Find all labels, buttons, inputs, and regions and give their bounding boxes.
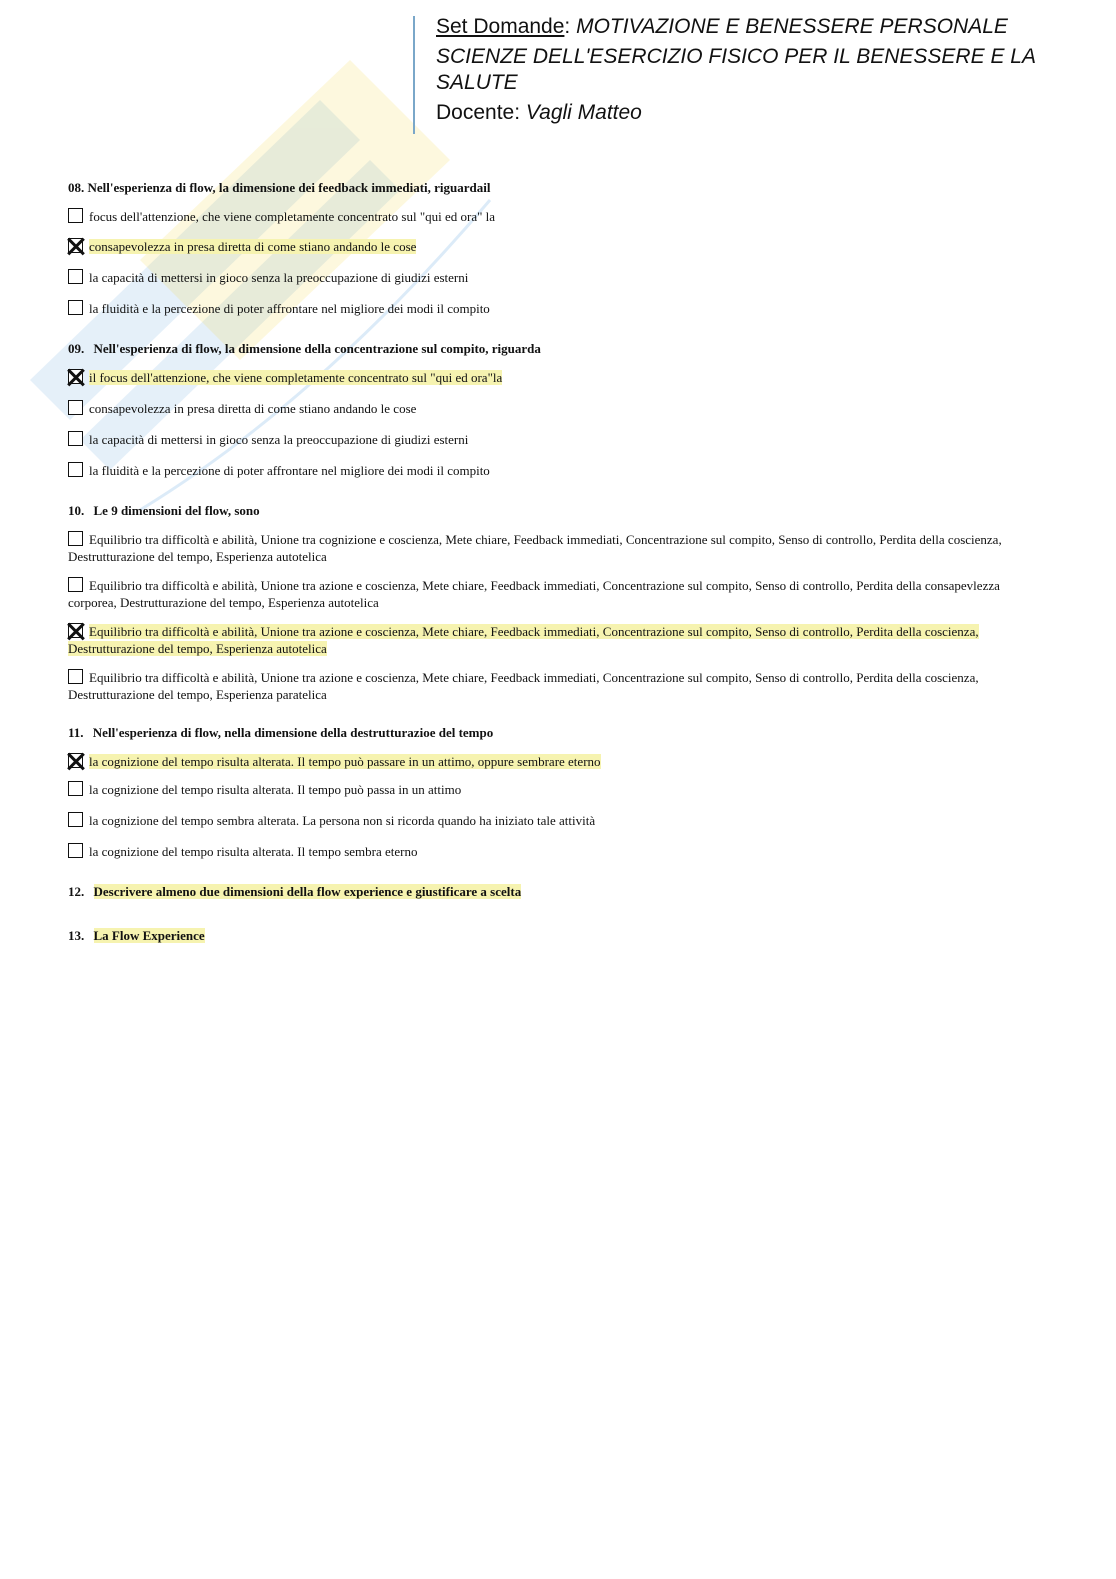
question-13 [68,926,1038,946]
questions-list [68,178,1038,966]
answer-option[interactable] [68,208,1038,225]
option-text: Equilibrio tra difficoltà e abilità, Unione tra azione e coscienza, Mete chiare, Feedback immediati, Concentrazione sul compito, Senso di controllo, Perdita della consapevlezza corporea, Destrutturazione del tempo, Esperienza autotelica [68,578,1000,610]
option-text: la cognizione del tempo risulta alterata. Il tempo può passa in un attimo [89,782,462,797]
set-separator: : [564,15,571,38]
option-text: la capacità di mettersi in gioco senza la preoccupazione di giudizi esterni [89,432,469,447]
set-title: MOTIVAZIONE E BENESSERE PERSONALE [576,15,1008,38]
set-title-row [436,14,1076,40]
header-divider [413,16,415,134]
docente-label: Docente [436,101,515,124]
option-text: la capacità di mettersi in gioco senza la preoccupazione di giudizi esterni [89,270,469,285]
option-text: Equilibrio tra difficoltà e abilità, Unione tra cognizione e coscienza, Mete chiare, Feedback immediati, Concentrazione sul compito, Senso di controllo, Perdita della coscienza, Destrutturazione del tempo, Esperienza autotelica [68,532,1002,564]
question-text: Descrivere almeno due dimensioni della flow experience e giustificare a scelta [93,884,522,899]
answer-option[interactable] [68,843,1038,860]
answer-option[interactable] [68,577,1038,611]
document-header [436,14,1076,126]
option-text: la cognizione del tempo risulta alterata. Il tempo può passare in un attimo, oppure sembrare eterno [89,754,601,769]
checkbox[interactable] [68,577,83,592]
answer-option[interactable] [68,400,1038,417]
answer-option[interactable] [68,300,1038,317]
docente-name: Vagli Matteo [525,101,642,124]
checkbox[interactable] [68,462,83,477]
question-title [68,501,1038,521]
checkbox[interactable] [68,669,83,684]
option-text: la fluidità e la percezione di poter affrontare nel migliore dei modi il compito [89,301,490,316]
answer-option[interactable] [68,669,1038,703]
docente-separator: : [514,101,521,124]
checked-checkbox[interactable] [68,369,83,384]
option-text: focus dell'attenzione, che viene completamente concentrato sul "qui ed ora" la [89,209,496,224]
option-text: la cognizione del tempo risulta alterata. Il tempo sembra eterno [89,844,418,859]
checkbox[interactable] [68,300,83,315]
question-text: La Flow Experience [93,928,205,943]
question-text: Nell'esperienza di flow, la dimensione della concentrazione sul compito, riguarda [93,341,541,356]
question-title [68,723,1038,743]
docente-row [436,100,1076,126]
answer-option[interactable] [68,781,1038,798]
question-number: 11. [68,725,84,740]
checkbox[interactable] [68,812,83,827]
question-number: 10. [68,503,85,518]
question-08 [68,178,1038,317]
checkbox[interactable] [68,431,83,446]
checkbox[interactable] [68,208,83,223]
option-text: Equilibrio tra difficoltà e abilità, Unione tra azione e coscienza, Mete chiare, Feedback immediati, Concentrazione sul compito, Senso di controllo, Perdita della coscienza, Destrutturazione del tempo, Esperienza autotelica [68,624,979,656]
question-number: 13. [68,928,85,943]
question-text: Le 9 dimensioni del flow, sono [93,503,260,518]
answer-option[interactable] [68,269,1038,286]
checkbox[interactable] [68,531,83,546]
option-text: il focus dell'attenzione, che viene completamente concentrato sul "qui ed ora"la [89,370,503,385]
answer-option-selected[interactable] [68,623,1038,657]
answer-option[interactable] [68,431,1038,448]
question-title [68,178,1038,198]
checkbox[interactable] [68,269,83,284]
question-number: 12. [68,884,85,899]
checkbox[interactable] [68,843,83,858]
checkbox[interactable] [68,400,83,415]
question-title [68,882,1038,902]
answer-option-selected[interactable] [68,238,1038,255]
option-text: la cognizione del tempo sembra alterata. La persona non si ricorda quando ha iniziato tale attività [89,813,596,828]
answer-option[interactable] [68,812,1038,829]
set-label: Set Domande [436,15,565,38]
question-text: Nell'esperienza di flow, nella dimensione della destrutturazioe del tempo [92,725,494,740]
option-text: consapevolezza in presa diretta di come stiano andando le cose [89,401,417,416]
question-number: 08. [68,180,85,195]
question-number: 09. [68,341,85,356]
option-text: consapevolezza in presa diretta di come stiano andando le cose [89,239,417,254]
question-title [68,926,1038,946]
checked-checkbox[interactable] [68,753,83,768]
question-12 [68,882,1038,902]
answer-option-selected[interactable] [68,753,1038,770]
checked-checkbox[interactable] [68,623,83,638]
answer-option[interactable] [68,462,1038,479]
course-title: SCIENZE DELL'ESERCIZIO FISICO PER IL BENESSERE E LA SALUTE [436,45,1036,94]
question-title [68,339,1038,359]
checkbox[interactable] [68,781,83,796]
checked-checkbox[interactable] [68,238,83,253]
option-text: la fluidità e la percezione di poter affrontare nel migliore dei modi il compito [89,463,490,478]
answer-option-selected[interactable] [68,369,1038,386]
question-11 [68,723,1038,860]
question-09 [68,339,1038,479]
answer-option[interactable] [68,531,1038,565]
question-10 [68,501,1038,703]
question-text: Nell'esperienza di flow, la dimensione dei feedback immediati, riguardail [87,180,491,195]
option-text: Equilibrio tra difficoltà e abilità, Unione tra azione e coscienza, Mete chiare, Feedback immediati, Concentrazione sul compito, Senso di controllo, Perdita della coscienza, Destrutturazione del tempo, Esperienza paratelica [68,670,979,702]
